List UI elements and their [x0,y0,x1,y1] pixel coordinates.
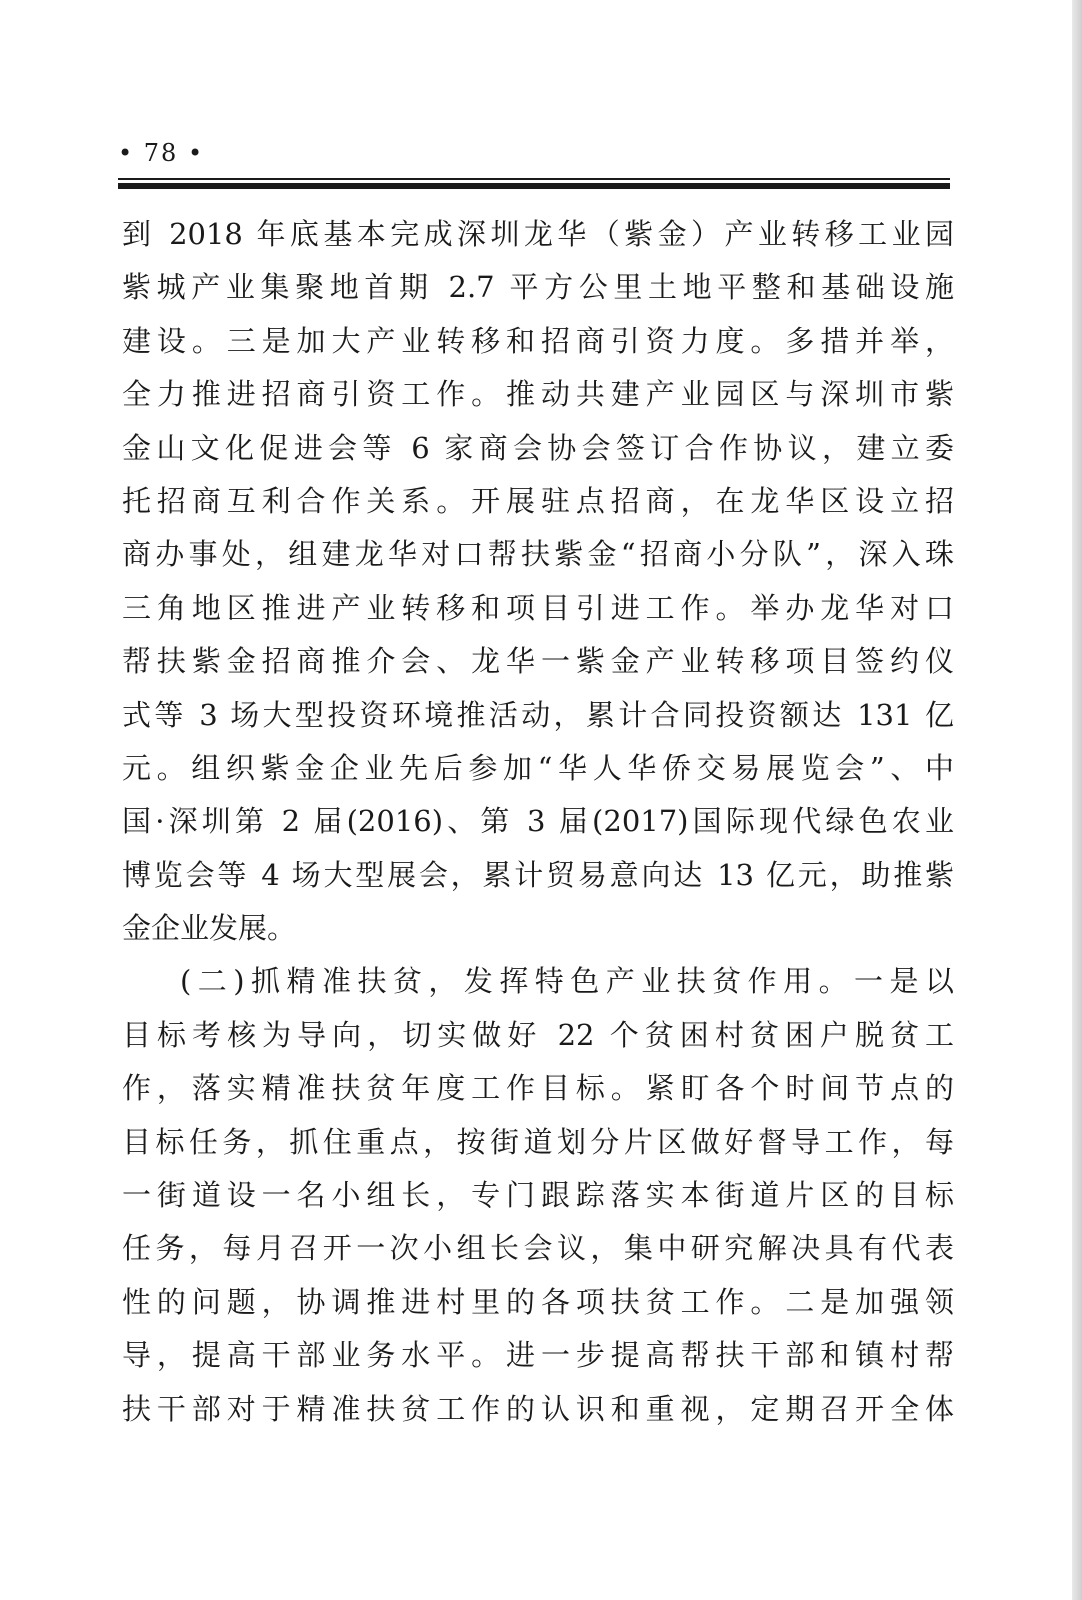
scan-edge [1072,0,1082,1600]
text-line: 商办事处，组建龙华对口帮扶紫金“招商小分队”，深入珠 [122,537,954,572]
text-line: 三角地区推进产业转移和项目引进工作。举办龙华对口 [122,590,954,625]
text-line: 博览会等 4 场大型展会，累计贸易意向达 13 亿元，助推紫 [122,857,954,892]
page-header [118,138,950,189]
section-heading-line: (二)抓精准扶贫，发挥特色产业扶贫作用。一是以 [180,964,954,999]
text-line: 到 2018 年底基本完成深圳龙华（紫金）产业转移工业园 [122,217,954,251]
header-rule-thick [118,183,950,189]
text-line: 托招商互利合作关系。开展驻点招商，在龙华区设立招 [122,483,954,518]
paragraph-end-line: 金企业发展。 [122,911,297,946]
text-line: 导，提高干部业务水平。进一步提高帮扶干部和镇村帮 [122,1338,954,1373]
text-line: 任务，每月召开一次小组长会议，集中研究解决具有代表 [122,1231,954,1266]
text-line: 帮扶紫金招商推介会、龙华一紫金产业转移项目签约仪 [122,644,954,679]
text-line: 元。组织紫金企业先后参加“华人华侨交易展览会”、中 [122,750,954,785]
page-number: • 78 • [118,139,205,167]
text-line: 性的问题，协调推进村里的各项扶贫工作。二是加强领 [122,1284,954,1319]
text-line: 金山文化促进会等 6 家商会协会签订合作协议，建立委 [122,430,954,465]
text-line: 作，落实精准扶贫年度工作目标。紧盯各个时间节点的 [122,1071,954,1106]
text-line: 紫城产业集聚地首期 2.7 平方公里土地平整和基础设施 [122,270,954,305]
text-line: 扶干部对于精准扶贫工作的认识和重视，定期召开全体 [122,1391,954,1426]
text-line: 一街道设一名小组长，专门跟踪落实本街道片区的目标 [122,1178,954,1213]
text-line: 目标考核为导向，切实做好 22 个贫困村贫困户脱贫工 [122,1017,954,1052]
text-line: 目标任务，抓住重点，按街道划分片区做好督导工作，每 [122,1124,954,1159]
text-line: 式等 3 场大型投资环境推活动，累计合同投资额达 131 亿 [122,697,954,732]
header-rule-thin [118,178,950,180]
body-text [122,208,954,1436]
text-line: 建设。三是加大产业转移和招商引资力度。多措并举， [122,323,954,358]
text-line: 国·深圳第 2 届(2016)、第 3 届(2017)国际现代绿色农业 [122,804,954,839]
text-line: 全力推进招商引资工作。推动共建产业园区与深圳市紫 [122,377,954,412]
